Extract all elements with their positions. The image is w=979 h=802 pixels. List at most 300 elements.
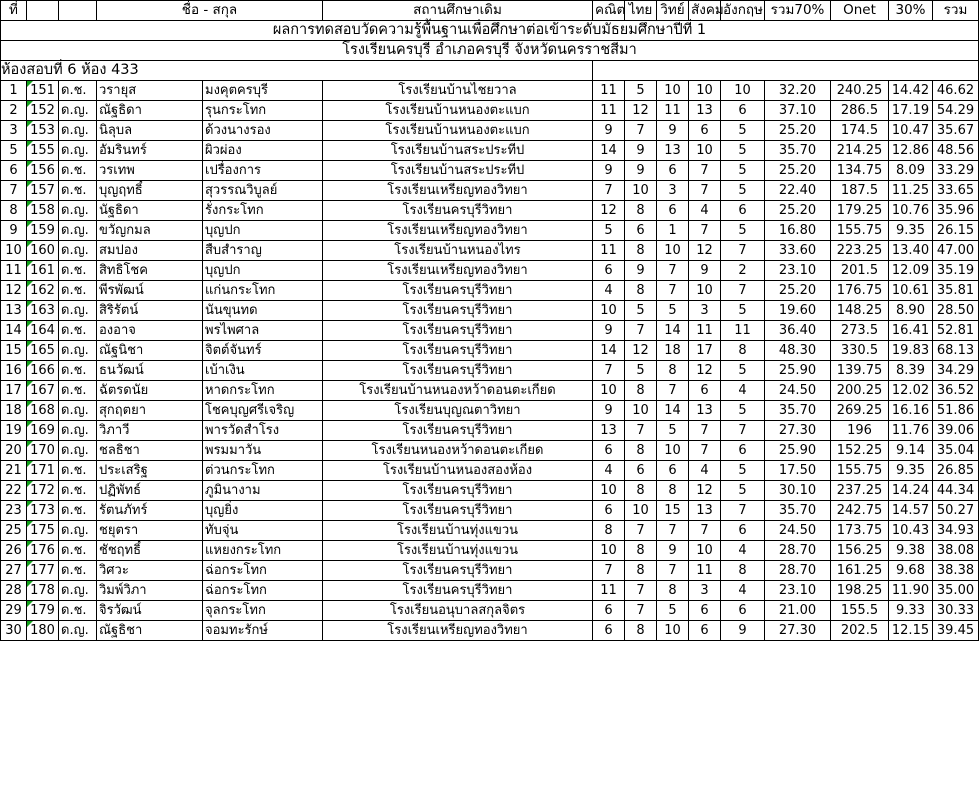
cell-sum-70-percent[interactable]: 21.00 — [765, 601, 831, 621]
cell-sum-70-percent[interactable]: 37.10 — [765, 101, 831, 121]
cell-title-prefix[interactable]: ด.ญ. — [59, 341, 97, 361]
cell-score-social[interactable]: 4 — [689, 461, 721, 481]
cell-title-prefix[interactable]: ด.ช. — [59, 481, 97, 501]
cell-score-science[interactable]: 10 — [657, 621, 689, 641]
cell-score-thai[interactable]: 8 — [625, 561, 657, 581]
cell-score-english[interactable]: 11 — [721, 321, 765, 341]
cell-last-name[interactable]: แก่นกระโทก — [203, 281, 323, 301]
cell-previous-school[interactable]: โรงเรียนบ้านหนองตะแบก — [323, 121, 593, 141]
cell-onet-score[interactable]: 237.25 — [831, 481, 889, 501]
cell-30-percent[interactable]: 10.47 — [889, 121, 933, 141]
cell-last-name[interactable]: บุญปก — [203, 261, 323, 281]
cell-first-name[interactable]: ณัฐธิดา — [97, 101, 203, 121]
cell-score-social[interactable]: 12 — [689, 241, 721, 261]
cell-student-id[interactable] — [27, 281, 59, 301]
cell-score-math[interactable]: 10 — [593, 301, 625, 321]
cell-score-science[interactable]: 6 — [657, 161, 689, 181]
table-row[interactable] — [1, 221, 979, 241]
cell-previous-school[interactable]: โรงเรียนครบุรีวิทยา — [323, 281, 593, 301]
cell-grand-total[interactable]: 54.29 — [933, 101, 979, 121]
cell-score-science[interactable]: 7 — [657, 521, 689, 541]
cell-index[interactable]: 19 — [1, 421, 27, 441]
cell-sum-70-percent[interactable]: 33.60 — [765, 241, 831, 261]
cell-onet-score[interactable]: 214.25 — [831, 141, 889, 161]
cell-title-prefix[interactable]: ด.ญ. — [59, 101, 97, 121]
cell-score-social[interactable]: 10 — [689, 141, 721, 161]
cell-student-id[interactable] — [27, 321, 59, 341]
cell-index[interactable]: 22 — [1, 481, 27, 501]
cell-30-percent[interactable]: 9.35 — [889, 221, 933, 241]
cell-score-social[interactable]: 6 — [689, 621, 721, 641]
cell-onet-score[interactable]: 198.25 — [831, 581, 889, 601]
cell-30-percent[interactable]: 16.41 — [889, 321, 933, 341]
cell-score-math[interactable]: 6 — [593, 441, 625, 461]
cell-last-name[interactable]: หาดกระโทก — [203, 381, 323, 401]
cell-title-prefix[interactable]: ด.ญ. — [59, 621, 97, 641]
cell-onet-score[interactable]: 223.25 — [831, 241, 889, 261]
cell-title-prefix[interactable]: ด.ญ. — [59, 221, 97, 241]
cell-30-percent[interactable]: 12.02 — [889, 381, 933, 401]
cell-score-english[interactable]: 5 — [721, 301, 765, 321]
cell-30-percent[interactable]: 10.43 — [889, 521, 933, 541]
cell-first-name[interactable]: อัมรินทร์ — [97, 141, 203, 161]
cell-grand-total[interactable]: 35.19 — [933, 261, 979, 281]
cell-title-prefix[interactable]: ด.ญ. — [59, 241, 97, 261]
cell-index[interactable]: 21 — [1, 461, 27, 481]
cell-score-social[interactable]: 3 — [689, 581, 721, 601]
table-row[interactable] — [1, 601, 979, 621]
cell-index[interactable]: 10 — [1, 241, 27, 261]
table-row[interactable] — [1, 201, 979, 221]
table-row[interactable] — [1, 421, 979, 441]
table-row[interactable] — [1, 281, 979, 301]
cell-previous-school[interactable]: โรงเรียนครบุรีวิทยา — [323, 341, 593, 361]
cell-index[interactable]: 29 — [1, 601, 27, 621]
cell-score-science[interactable]: 1 — [657, 221, 689, 241]
cell-first-name[interactable]: ปฏิพัทธ์ — [97, 481, 203, 501]
cell-score-english[interactable]: 6 — [721, 441, 765, 461]
cell-score-math[interactable]: 7 — [593, 561, 625, 581]
cell-first-name[interactable]: ณัฐธิชา — [97, 621, 203, 641]
cell-last-name[interactable]: ต่วนกระโทก — [203, 461, 323, 481]
cell-score-science[interactable]: 5 — [657, 421, 689, 441]
cell-score-math[interactable]: 9 — [593, 401, 625, 421]
cell-title-prefix[interactable]: ด.ช. — [59, 461, 97, 481]
cell-last-name[interactable]: พารวัดสำโรง — [203, 421, 323, 441]
cell-sum-70-percent[interactable]: 24.50 — [765, 521, 831, 541]
cell-onet-score[interactable]: 202.5 — [831, 621, 889, 641]
cell-grand-total[interactable]: 30.33 — [933, 601, 979, 621]
table-row[interactable] — [1, 141, 979, 161]
table-row[interactable] — [1, 461, 979, 481]
cell-last-name[interactable]: สืบสำราญ — [203, 241, 323, 261]
cell-score-social[interactable]: 9 — [689, 261, 721, 281]
cell-grand-total[interactable]: 34.93 — [933, 521, 979, 541]
cell-title-prefix[interactable]: ด.ช. — [59, 281, 97, 301]
cell-score-science[interactable]: 18 — [657, 341, 689, 361]
cell-index[interactable]: 2 — [1, 101, 27, 121]
cell-title-prefix[interactable]: ด.ญ. — [59, 581, 97, 601]
cell-score-social[interactable]: 13 — [689, 401, 721, 421]
cell-score-social[interactable]: 7 — [689, 441, 721, 461]
cell-first-name[interactable]: วรเทพ — [97, 161, 203, 181]
cell-score-thai[interactable]: 7 — [625, 581, 657, 601]
cell-onet-score[interactable]: 173.75 — [831, 521, 889, 541]
cell-index[interactable]: 18 — [1, 401, 27, 421]
cell-student-id[interactable] — [27, 521, 59, 541]
cell-sum-70-percent[interactable]: 25.20 — [765, 201, 831, 221]
cell-score-thai[interactable]: 7 — [625, 521, 657, 541]
cell-score-science[interactable]: 8 — [657, 361, 689, 381]
cell-previous-school[interactable]: โรงเรียนบ้านทุ่งแขวน — [323, 541, 593, 561]
cell-score-science[interactable]: 3 — [657, 181, 689, 201]
cell-last-name[interactable]: จอมทะรักษ์ — [203, 621, 323, 641]
cell-score-english[interactable]: 5 — [721, 181, 765, 201]
cell-first-name[interactable]: พีรพัฒน์ — [97, 281, 203, 301]
cell-score-thai[interactable]: 8 — [625, 441, 657, 461]
cell-score-thai[interactable]: 8 — [625, 241, 657, 261]
table-row[interactable] — [1, 121, 979, 141]
cell-student-id[interactable] — [27, 541, 59, 561]
cell-student-id[interactable] — [27, 81, 59, 101]
cell-score-social[interactable]: 11 — [689, 321, 721, 341]
cell-score-thai[interactable]: 8 — [625, 621, 657, 641]
cell-score-math[interactable]: 9 — [593, 321, 625, 341]
cell-student-id[interactable] — [27, 241, 59, 261]
cell-first-name[interactable]: วิศวะ — [97, 561, 203, 581]
table-row[interactable] — [1, 481, 979, 501]
cell-first-name[interactable]: ณัฐนิชา — [97, 341, 203, 361]
cell-grand-total[interactable]: 35.00 — [933, 581, 979, 601]
cell-score-english[interactable]: 5 — [721, 221, 765, 241]
cell-score-social[interactable]: 13 — [689, 101, 721, 121]
cell-score-english[interactable]: 10 — [721, 81, 765, 101]
cell-grand-total[interactable]: 47.00 — [933, 241, 979, 261]
cell-score-science[interactable]: 7 — [657, 561, 689, 581]
cell-score-social[interactable]: 6 — [689, 381, 721, 401]
table-row[interactable] — [1, 261, 979, 281]
cell-score-english[interactable]: 7 — [721, 241, 765, 261]
cell-score-english[interactable]: 5 — [721, 121, 765, 141]
cell-score-english[interactable]: 7 — [721, 421, 765, 441]
cell-sum-70-percent[interactable]: 19.60 — [765, 301, 831, 321]
cell-sum-70-percent[interactable]: 25.90 — [765, 361, 831, 381]
cell-title-prefix[interactable]: ด.ญ. — [59, 301, 97, 321]
cell-student-id[interactable] — [27, 201, 59, 221]
cell-score-thai[interactable]: 5 — [625, 81, 657, 101]
cell-score-social[interactable]: 7 — [689, 181, 721, 201]
cell-student-id[interactable] — [27, 501, 59, 521]
cell-first-name[interactable]: สิทธิโชค — [97, 261, 203, 281]
cell-last-name[interactable]: พรมมาวัน — [203, 441, 323, 461]
cell-score-science[interactable]: 7 — [657, 381, 689, 401]
cell-score-math[interactable]: 7 — [593, 181, 625, 201]
cell-previous-school[interactable]: โรงเรียนเหรียญทองวิทยา — [323, 621, 593, 641]
cell-first-name[interactable]: นิลุบล — [97, 121, 203, 141]
table-row[interactable] — [1, 581, 979, 601]
cell-onet-score[interactable]: 179.25 — [831, 201, 889, 221]
cell-30-percent[interactable]: 8.39 — [889, 361, 933, 381]
cell-grand-total[interactable]: 38.08 — [933, 541, 979, 561]
cell-onet-score[interactable]: 139.75 — [831, 361, 889, 381]
cell-previous-school[interactable]: โรงเรียนครบุรีวิทยา — [323, 421, 593, 441]
cell-sum-70-percent[interactable]: 23.10 — [765, 581, 831, 601]
cell-index[interactable]: 27 — [1, 561, 27, 581]
cell-score-science[interactable]: 11 — [657, 101, 689, 121]
cell-score-math[interactable]: 14 — [593, 341, 625, 361]
cell-onet-score[interactable]: 330.5 — [831, 341, 889, 361]
cell-score-english[interactable]: 5 — [721, 401, 765, 421]
cell-onet-score[interactable]: 273.5 — [831, 321, 889, 341]
cell-title-prefix[interactable]: ด.ช. — [59, 321, 97, 341]
cell-score-thai[interactable]: 5 — [625, 301, 657, 321]
cell-score-math[interactable]: 4 — [593, 461, 625, 481]
cell-onet-score[interactable]: 152.25 — [831, 441, 889, 461]
cell-score-science[interactable]: 9 — [657, 541, 689, 561]
cell-score-thai[interactable]: 12 — [625, 341, 657, 361]
cell-score-math[interactable]: 7 — [593, 361, 625, 381]
cell-score-math[interactable]: 6 — [593, 261, 625, 281]
cell-title-prefix[interactable]: ด.ญ. — [59, 121, 97, 141]
cell-score-science[interactable]: 7 — [657, 281, 689, 301]
cell-score-thai[interactable]: 7 — [625, 321, 657, 341]
cell-30-percent[interactable]: 19.83 — [889, 341, 933, 361]
cell-30-percent[interactable]: 10.76 — [889, 201, 933, 221]
table-row[interactable] — [1, 101, 979, 121]
cell-30-percent[interactable]: 8.90 — [889, 301, 933, 321]
cell-title-prefix[interactable]: ด.ช. — [59, 601, 97, 621]
cell-student-id[interactable] — [27, 381, 59, 401]
cell-sum-70-percent[interactable]: 32.20 — [765, 81, 831, 101]
cell-30-percent[interactable]: 11.76 — [889, 421, 933, 441]
cell-grand-total[interactable]: 34.29 — [933, 361, 979, 381]
cell-onet-score[interactable]: 196 — [831, 421, 889, 441]
cell-previous-school[interactable]: โรงเรียนบ้านหนองหว้าดอนตะเกียด — [323, 381, 593, 401]
cell-title-prefix[interactable]: ด.ญ. — [59, 401, 97, 421]
cell-score-science[interactable]: 8 — [657, 581, 689, 601]
cell-previous-school[interactable]: โรงเรียนบ้านหนองไทร — [323, 241, 593, 261]
table-row[interactable] — [1, 501, 979, 521]
cell-score-science[interactable]: 14 — [657, 401, 689, 421]
cell-score-thai[interactable]: 8 — [625, 281, 657, 301]
table-row[interactable] — [1, 81, 979, 101]
cell-score-math[interactable]: 6 — [593, 621, 625, 641]
cell-previous-school[interactable]: โรงเรียนครบุรีวิทยา — [323, 201, 593, 221]
cell-first-name[interactable]: สิริรัตน์ — [97, 301, 203, 321]
cell-score-thai[interactable]: 5 — [625, 361, 657, 381]
cell-first-name[interactable]: ชลธิชา — [97, 441, 203, 461]
cell-index[interactable]: 15 — [1, 341, 27, 361]
cell-score-social[interactable]: 7 — [689, 521, 721, 541]
cell-title-prefix[interactable]: ด.ช. — [59, 181, 97, 201]
cell-score-thai[interactable]: 8 — [625, 481, 657, 501]
cell-sum-70-percent[interactable]: 35.70 — [765, 401, 831, 421]
cell-score-science[interactable]: 13 — [657, 141, 689, 161]
cell-last-name[interactable]: พรไพศาล — [203, 321, 323, 341]
cell-30-percent[interactable]: 11.25 — [889, 181, 933, 201]
cell-last-name[interactable]: ฉ่อกระโทก — [203, 581, 323, 601]
cell-onet-score[interactable]: 161.25 — [831, 561, 889, 581]
cell-score-math[interactable]: 10 — [593, 541, 625, 561]
cell-first-name[interactable]: วิมพ์วิภา — [97, 581, 203, 601]
cell-score-english[interactable]: 6 — [721, 521, 765, 541]
cell-30-percent[interactable]: 8.09 — [889, 161, 933, 181]
cell-grand-total[interactable]: 26.15 — [933, 221, 979, 241]
cell-score-math[interactable]: 11 — [593, 581, 625, 601]
cell-title-prefix[interactable]: ด.ญ. — [59, 441, 97, 461]
cell-score-science[interactable]: 10 — [657, 441, 689, 461]
cell-score-social[interactable]: 4 — [689, 201, 721, 221]
cell-last-name[interactable]: ทับจุ่น — [203, 521, 323, 541]
cell-score-thai[interactable]: 10 — [625, 181, 657, 201]
cell-sum-70-percent[interactable]: 17.50 — [765, 461, 831, 481]
cell-first-name[interactable]: รัตนภัทร์ — [97, 501, 203, 521]
cell-first-name[interactable]: ชัชฤทธิ์ — [97, 541, 203, 561]
cell-30-percent[interactable]: 9.68 — [889, 561, 933, 581]
cell-onet-score[interactable]: 286.5 — [831, 101, 889, 121]
cell-student-id[interactable] — [27, 581, 59, 601]
cell-score-english[interactable]: 2 — [721, 261, 765, 281]
cell-last-name[interactable]: โชคบุญศรีเจริญ — [203, 401, 323, 421]
cell-score-science[interactable]: 6 — [657, 201, 689, 221]
cell-score-science[interactable]: 15 — [657, 501, 689, 521]
cell-30-percent[interactable]: 10.61 — [889, 281, 933, 301]
cell-30-percent[interactable]: 9.14 — [889, 441, 933, 461]
cell-grand-total[interactable]: 48.56 — [933, 141, 979, 161]
cell-index[interactable]: 16 — [1, 361, 27, 381]
cell-previous-school[interactable]: โรงเรียนบ้านทุ่งแขวน — [323, 521, 593, 541]
cell-onet-score[interactable]: 200.25 — [831, 381, 889, 401]
cell-first-name[interactable]: จิรวัฒน์ — [97, 601, 203, 621]
cell-last-name[interactable]: แหยงกระโทก — [203, 541, 323, 561]
table-row[interactable] — [1, 561, 979, 581]
cell-onet-score[interactable]: 240.25 — [831, 81, 889, 101]
cell-first-name[interactable]: วรายุส — [97, 81, 203, 101]
cell-30-percent[interactable]: 14.24 — [889, 481, 933, 501]
cell-score-math[interactable]: 14 — [593, 141, 625, 161]
cell-last-name[interactable]: ภูมินางาม — [203, 481, 323, 501]
cell-grand-total[interactable]: 39.45 — [933, 621, 979, 641]
cell-score-social[interactable]: 10 — [689, 81, 721, 101]
cell-index[interactable]: 1 — [1, 81, 27, 101]
cell-previous-school[interactable]: โรงเรียนบ้านสระประทีป — [323, 141, 593, 161]
cell-title-prefix[interactable]: ด.ญ. — [59, 141, 97, 161]
cell-score-math[interactable]: 5 — [593, 221, 625, 241]
cell-score-science[interactable]: 5 — [657, 301, 689, 321]
table-row[interactable] — [1, 301, 979, 321]
cell-score-thai[interactable]: 8 — [625, 541, 657, 561]
cell-grand-total[interactable]: 35.67 — [933, 121, 979, 141]
cell-student-id[interactable] — [27, 301, 59, 321]
cell-score-english[interactable]: 8 — [721, 341, 765, 361]
cell-score-social[interactable]: 7 — [689, 421, 721, 441]
cell-sum-70-percent[interactable]: 24.50 — [765, 381, 831, 401]
cell-index[interactable]: 14 — [1, 321, 27, 341]
cell-score-thai[interactable]: 9 — [625, 141, 657, 161]
cell-first-name[interactable]: สมปอง — [97, 241, 203, 261]
cell-previous-school[interactable]: โรงเรียนครบุรีวิทยา — [323, 501, 593, 521]
cell-first-name[interactable]: ประเสริฐ — [97, 461, 203, 481]
cell-score-english[interactable]: 5 — [721, 161, 765, 181]
table-row[interactable] — [1, 361, 979, 381]
cell-index[interactable]: 5 — [1, 141, 27, 161]
cell-30-percent[interactable]: 12.15 — [889, 621, 933, 641]
cell-previous-school[interactable]: โรงเรียนบ้านไชยวาล — [323, 81, 593, 101]
cell-onet-score[interactable]: 155.5 — [831, 601, 889, 621]
cell-last-name[interactable]: นันขุนทด — [203, 301, 323, 321]
cell-sum-70-percent[interactable]: 23.10 — [765, 261, 831, 281]
cell-student-id[interactable] — [27, 421, 59, 441]
cell-score-thai[interactable]: 7 — [625, 601, 657, 621]
cell-grand-total[interactable]: 44.34 — [933, 481, 979, 501]
cell-score-thai[interactable]: 9 — [625, 261, 657, 281]
cell-score-social[interactable]: 3 — [689, 301, 721, 321]
cell-score-english[interactable]: 8 — [721, 561, 765, 581]
cell-title-prefix[interactable]: ด.ช. — [59, 541, 97, 561]
cell-sum-70-percent[interactable]: 28.70 — [765, 541, 831, 561]
cell-score-science[interactable]: 6 — [657, 461, 689, 481]
cell-score-english[interactable]: 4 — [721, 581, 765, 601]
cell-grand-total[interactable]: 46.62 — [933, 81, 979, 101]
cell-score-math[interactable]: 12 — [593, 201, 625, 221]
cell-score-english[interactable]: 4 — [721, 541, 765, 561]
cell-onet-score[interactable]: 176.75 — [831, 281, 889, 301]
table-row[interactable] — [1, 521, 979, 541]
cell-score-science[interactable]: 10 — [657, 81, 689, 101]
cell-score-thai[interactable]: 10 — [625, 501, 657, 521]
cell-score-math[interactable]: 11 — [593, 81, 625, 101]
cell-previous-school[interactable]: โรงเรียนหนองหว้าดอนตะเกียด — [323, 441, 593, 461]
cell-last-name[interactable]: รั่งกระโทก — [203, 201, 323, 221]
cell-last-name[interactable]: จิตต์จันทร์ — [203, 341, 323, 361]
cell-title-prefix[interactable]: ด.ช. — [59, 561, 97, 581]
cell-student-id[interactable] — [27, 461, 59, 481]
cell-last-name[interactable]: ฉ่อกระโทก — [203, 561, 323, 581]
cell-onet-score[interactable]: 134.75 — [831, 161, 889, 181]
cell-sum-70-percent[interactable]: 30.10 — [765, 481, 831, 501]
cell-score-english[interactable]: 7 — [721, 501, 765, 521]
cell-score-math[interactable]: 13 — [593, 421, 625, 441]
cell-grand-total[interactable]: 33.65 — [933, 181, 979, 201]
cell-score-english[interactable]: 6 — [721, 601, 765, 621]
cell-last-name[interactable]: จุลกระโทก — [203, 601, 323, 621]
cell-score-thai[interactable]: 8 — [625, 201, 657, 221]
cell-index[interactable]: 17 — [1, 381, 27, 401]
cell-30-percent[interactable]: 16.16 — [889, 401, 933, 421]
cell-score-science[interactable]: 9 — [657, 121, 689, 141]
table-row[interactable] — [1, 621, 979, 641]
cell-30-percent[interactable]: 9.35 — [889, 461, 933, 481]
cell-index[interactable]: 30 — [1, 621, 27, 641]
cell-sum-70-percent[interactable]: 25.20 — [765, 121, 831, 141]
cell-score-science[interactable]: 5 — [657, 601, 689, 621]
cell-student-id[interactable] — [27, 221, 59, 241]
cell-onet-score[interactable]: 201.5 — [831, 261, 889, 281]
cell-previous-school[interactable]: โรงเรียนบ้านหนองตะแบก — [323, 101, 593, 121]
cell-index[interactable]: 9 — [1, 221, 27, 241]
cell-previous-school[interactable]: โรงเรียนครบุรีวิทยา — [323, 361, 593, 381]
cell-grand-total[interactable]: 35.96 — [933, 201, 979, 221]
cell-last-name[interactable]: รุนกระโทก — [203, 101, 323, 121]
cell-title-prefix[interactable]: ด.ช. — [59, 161, 97, 181]
cell-sum-70-percent[interactable]: 35.70 — [765, 501, 831, 521]
cell-grand-total[interactable]: 52.81 — [933, 321, 979, 341]
cell-score-math[interactable]: 9 — [593, 161, 625, 181]
cell-score-thai[interactable]: 6 — [625, 221, 657, 241]
cell-score-social[interactable]: 7 — [689, 221, 721, 241]
cell-score-thai[interactable]: 6 — [625, 461, 657, 481]
cell-first-name[interactable]: องอาจ — [97, 321, 203, 341]
